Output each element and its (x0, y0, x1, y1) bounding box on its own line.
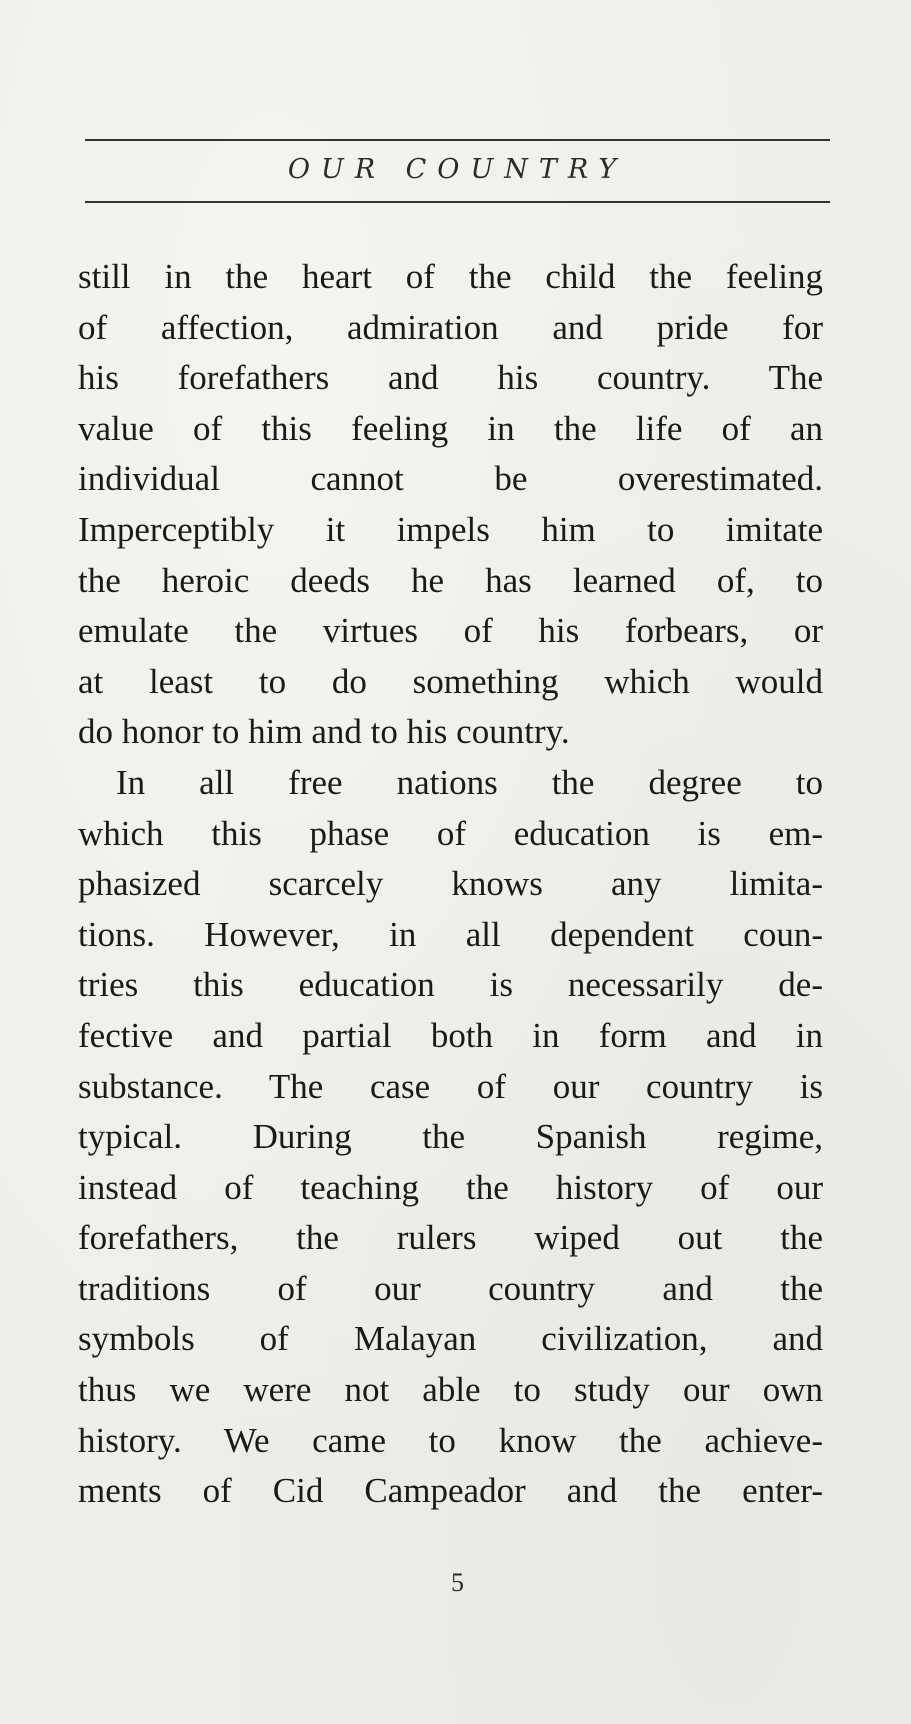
text-line: his forefathers and his country. The (78, 358, 823, 398)
text-line: value of this feeling in the life of an (78, 408, 823, 448)
text-line: typical. During the Spanish regime, (78, 1117, 823, 1157)
text-line: Imperceptibly it impels him to imitate (78, 509, 823, 549)
text-line-paragraph-end: do honor to him and to his country. (78, 712, 570, 752)
text-line: which this phase of education is em- (78, 813, 823, 853)
text-line: emulate the virtues of his forbears, or (78, 611, 823, 651)
header-rule-top (85, 139, 830, 141)
text-line: still in the heart of the child the feeling (78, 257, 823, 296)
text-line: tries this education is necessarily de- (78, 965, 823, 1005)
text-line: instead of teaching the history of our (78, 1167, 823, 1207)
text-line: tions. However, in all dependent coun- (78, 914, 823, 954)
text-line: of affection, admiration and pride for (78, 307, 823, 347)
text-line: at least to do something which would (78, 661, 823, 701)
text-line: symbols of Malayan civilization, and (78, 1319, 823, 1359)
text-line: phasized scarcely knows any limita- (78, 864, 823, 904)
running-head: OUR COUNTRY (287, 154, 628, 185)
text-line: individual cannot be overestimated. (78, 459, 823, 499)
body-text (78, 252, 823, 1517)
text-line-paragraph-start: In all free nations the degree to (116, 762, 823, 802)
text-line: history. We came to know the achieve- (78, 1420, 823, 1460)
text-line: fective and partial both in form and in (78, 1015, 823, 1055)
text-line: the heroic deeds he has learned of, to (78, 560, 823, 600)
text-line: ments of Cid Campeador and the enter- (78, 1471, 823, 1511)
text-line: traditions of our country and the (78, 1268, 823, 1308)
header-rule-bottom (85, 201, 830, 203)
text-line: thus we were not able to study our own (78, 1370, 823, 1410)
text-line: substance. The case of our country is (78, 1066, 823, 1106)
page-number: 5 (451, 1568, 464, 1597)
text-line: forefathers, the rulers wiped out the (78, 1218, 823, 1258)
